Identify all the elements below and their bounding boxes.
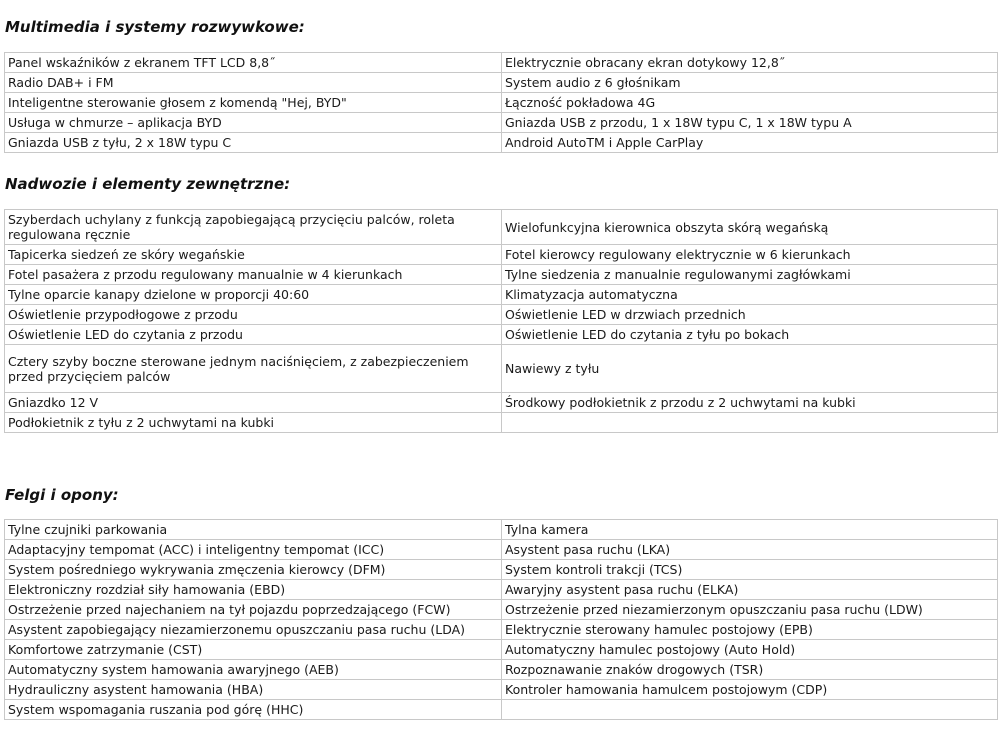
felgi-table xyxy=(4,519,998,720)
table-cell: Asystent zapobiegający niezamierzonemu opuszczaniu pasa ruchu (LDA) xyxy=(5,620,502,640)
table-cell: Awaryjny asystent pasa ruchu (ELKA) xyxy=(502,580,998,600)
table-cell: Panel wskaźników z ekranem TFT LCD 8,8˝ xyxy=(5,53,502,73)
table-cell xyxy=(502,700,998,720)
table-cell: Oświetlenie LED w drzwiach przednich xyxy=(502,305,998,325)
table-row xyxy=(5,680,998,700)
table-cell: Oświetlenie przypodłogowe z przodu xyxy=(5,305,502,325)
table-row xyxy=(5,660,998,680)
table-cell: Radio DAB+ i FM xyxy=(5,73,502,93)
table-row xyxy=(5,700,998,720)
section-title-felgi: Felgi i opony: xyxy=(5,486,119,504)
table-row xyxy=(5,73,998,93)
table-cell: Ostrzeżenie przed najechaniem na tył pojazdu poprzedzającego (FCW) xyxy=(5,600,502,620)
table-cell: Oświetlenie LED do czytania z przodu xyxy=(5,325,502,345)
table-cell: System audio z 6 głośnikam xyxy=(502,73,998,93)
table-cell: Hydrauliczny asystent hamowania (HBA) xyxy=(5,680,502,700)
table-cell: Fotel pasażera z przodu regulowany manualnie w 4 kierunkach xyxy=(5,265,502,285)
table-row xyxy=(5,305,998,325)
table-cell: Asystent pasa ruchu (LKA) xyxy=(502,540,998,560)
table-cell: Cztery szyby boczne sterowane jednym naciśnięciem, z zabezpieczeniem przed przycięciem palców xyxy=(5,345,502,393)
table-row xyxy=(5,210,998,245)
table-cell: Oświetlenie LED do czytania z tyłu po bokach xyxy=(502,325,998,345)
table-row xyxy=(5,640,998,660)
table-cell: Ostrzeżenie przed niezamierzonym opuszczaniu pasa ruchu (LDW) xyxy=(502,600,998,620)
section-title-nadwozie: Nadwozie i elementy zewnętrzne: xyxy=(5,175,291,193)
table-row xyxy=(5,133,998,153)
table-cell: System wspomagania ruszania pod górę (HHC) xyxy=(5,700,502,720)
table-cell: Podłokietnik z tyłu z 2 uchwytami na kubki xyxy=(5,413,502,433)
table-row xyxy=(5,265,998,285)
table-cell: Elektrycznie sterowany hamulec postojowy (EPB) xyxy=(502,620,998,640)
nadwozie-table xyxy=(4,209,998,433)
table-cell: Inteligentne sterowanie głosem z komendą "Hej, BYD" xyxy=(5,93,502,113)
table-cell: Usługa w chmurze – aplikacja BYD xyxy=(5,113,502,133)
table-cell: Android AutoTM i Apple CarPlay xyxy=(502,133,998,153)
table-cell: Elektroniczny rozdział siły hamowania (EBD) xyxy=(5,580,502,600)
table-cell xyxy=(502,413,998,433)
table-row xyxy=(5,560,998,580)
table-cell: Tylne czujniki parkowania xyxy=(5,520,502,540)
table-cell: Tylne siedzenia z manualnie regulowanymi zagłówkami xyxy=(502,265,998,285)
table-row xyxy=(5,580,998,600)
table-row xyxy=(5,93,998,113)
multimedia-table xyxy=(4,52,998,153)
table-cell: System kontroli trakcji (TCS) xyxy=(502,560,998,580)
table-row xyxy=(5,345,998,393)
table-cell: Nawiewy z tyłu xyxy=(502,345,998,393)
table-row xyxy=(5,413,998,433)
section-title-multimedia: Multimedia i systemy rozwywkowe: xyxy=(5,18,305,36)
table-cell: Komfortowe zatrzymanie (CST) xyxy=(5,640,502,660)
table-cell: Łączność pokładowa 4G xyxy=(502,93,998,113)
table-cell: Tapicerka siedzeń ze skóry wegańskie xyxy=(5,245,502,265)
table-row xyxy=(5,245,998,265)
table-cell: Automatyczny system hamowania awaryjnego (AEB) xyxy=(5,660,502,680)
table-cell: Gniazda USB z tyłu, 2 x 18W typu C xyxy=(5,133,502,153)
table-cell: Środkowy podłokietnik z przodu z 2 uchwytami na kubki xyxy=(502,393,998,413)
table-row xyxy=(5,620,998,640)
table-cell: Tylne oparcie kanapy dzielone w proporcji 40:60 xyxy=(5,285,502,305)
table-cell: Elektrycznie obracany ekran dotykowy 12,8˝ xyxy=(502,53,998,73)
table-cell: Automatyczny hamulec postojowy (Auto Hold) xyxy=(502,640,998,660)
table-cell: Szyberdach uchylany z funkcją zapobiegającą przycięciu palców, roleta regulowana ręcznie xyxy=(5,210,502,245)
table-cell: Adaptacyjny tempomat (ACC) i inteligentny tempomat (ICC) xyxy=(5,540,502,560)
table-cell: Kontroler hamowania hamulcem postojowym (CDP) xyxy=(502,680,998,700)
table-row xyxy=(5,540,998,560)
table-row xyxy=(5,325,998,345)
table-cell: Gniazda USB z przodu, 1 x 18W typu C, 1 x 18W typu A xyxy=(502,113,998,133)
table-row xyxy=(5,53,998,73)
table-cell: Wielofunkcyjna kierownica obszyta skórą wegańską xyxy=(502,210,998,245)
table-cell: Klimatyzacja automatyczna xyxy=(502,285,998,305)
table-cell: Tylna kamera xyxy=(502,520,998,540)
table-cell: Rozpoznawanie znaków drogowych (TSR) xyxy=(502,660,998,680)
table-cell: System pośredniego wykrywania zmęczenia kierowcy (DFM) xyxy=(5,560,502,580)
table-cell: Gniazdko 12 V xyxy=(5,393,502,413)
table-cell: Fotel kierowcy regulowany elektrycznie w 6 kierunkach xyxy=(502,245,998,265)
table-row xyxy=(5,285,998,305)
table-row xyxy=(5,600,998,620)
table-row xyxy=(5,393,998,413)
table-row xyxy=(5,113,998,133)
table-row xyxy=(5,520,998,540)
